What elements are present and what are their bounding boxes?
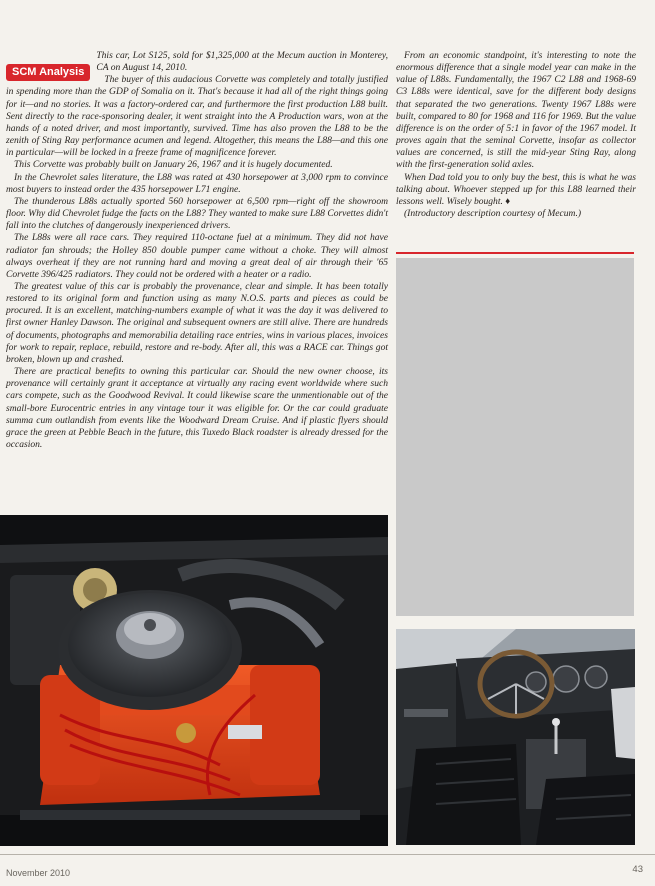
end-mark-icon: ♦ [505,195,511,207]
intro-paragraph: This car, Lot S125, sold for $1,325,000 at the Mecum auction in Monterey, CA on August 14, 2010. [96,50,388,74]
article-left-column [6,50,388,451]
gray-placeholder-box [396,258,634,616]
engine-bay-photo [0,515,388,846]
footer-rule [0,854,655,855]
credit-line: (Introductory description courtesy of Mecum.) [404,208,582,220]
page-number: 43 [632,864,643,875]
body-paragraph: The buyer of this audacious Corvette was completely and totally justified in spending more than the GDP of Somalia on it. That's because it had all of the right things going for it—and no stories. It was a factory-ordered car, and furthermore the first production L88 built. Sent directly to the race-sponsoring dealer, it went straight into the A Production wars, won at the hands of a noted driver, and most importantly, survived. Time has also proven the L88 to be the zenith of Sting Ray performance acumen and legend. Altogether, this means the L88—and this one in particular—will be locked in a freeze frame of magnificence forever. [6,74,388,159]
accent-rule [396,252,634,254]
body-paragraph: This Corvette was probably built on January 26, 1967 and it is hugely documented. [14,159,333,171]
footer-issue-date: November 2010 [6,868,71,878]
body-paragraph: There are practical benefits to owning this particular car. Should the new owner choose, its provenance will certainly grant it acceptance at virtually any racing event worldwide where such cars compete, such as the Goodwood Revival. It could likewise scare the unmentionable out of the small-bore Eurocentric entries in any vintage tour it was eligible for. Or the car could graduate summa cum outlandish from events like the Woodward Dream Cruise. And if plastic flyers should grace the green at Pebble Beach in the future, this Tuxedo Black roadster is already dressed for the occasion. [6,366,388,450]
closing-paragraph [396,172,636,208]
body-paragraph: In the Chevrolet sales literature, the L88 was rated at 430 horsepower at 3,000 rpm to convince most buyers to instead order the 435 horsepower L71 engine. [6,171,388,195]
body-paragraph: The L88s were all race cars. They required 110-octane fuel at a minimum. They did not have radiator fan shrouds; the Holley 850 double pumper came without a choke. They will almost always overheat if they are not running hard and moving a great deal of air through their '65 Corvette 396/425 radiators. They could not be ordered with a heater or a radio. [6,232,388,280]
body-paragraph: From an economic standpoint, it's interesting to note the enormous difference that a single model year can make in the value of L88s. Fundamentally, the 1967 C2 L88 and 1968-69 C3 L88s were identical, save for the different body designs that separated the two generations. Twenty 1967 L88s were built, compared to 80 for 1968 and 116 for 1969. But the value difference is on the order of 5:1 in favor of the 1967 model. It proves again that the seminal Corvette, insofar as collector values are concerned, is still the mid-year Sting Ray, along with the first-generation solid axles. [396,50,636,171]
engine-bay-illustration [0,515,388,846]
interior-illustration [396,629,635,845]
scm-analysis-badge: SCM Analysis [6,64,90,81]
body-paragraph: The greatest value of this car is probably the provenance, clear and simple. It has been totally restored to its original form and function using as many N.O.S. parts and pieces as could be procured. It is an excellent, matching-numbers example of what it was the day it was delivered to first owner Hanley Dawson. The original and subsequent owners are still alive. There are hundreds of documents, photographs and memorabilia detailing race entries, wins in various places, invoices for work to repair, replace, rebuild, restore and re-body. After all, this was a RACE car. Things got broken, blown up and crashed. [6,280,388,365]
body-paragraph: The thunderous L88s actually sported 560 horsepower at 6,500 rpm—right off the showroom floor. Why did Chevrolet fudge the facts on the L88? They wanted to make sure L88 Corvettes didn't fall into the clutches of dangerously inexperienced drivers. [6,195,388,232]
article-right-column [396,50,636,220]
closing-text: When Dad told you to only buy the best, this is what he was talking about. Whoever stepped up for this L88 learned their lessons well. Wisely bought. [396,171,636,207]
interior-photo [396,629,635,845]
